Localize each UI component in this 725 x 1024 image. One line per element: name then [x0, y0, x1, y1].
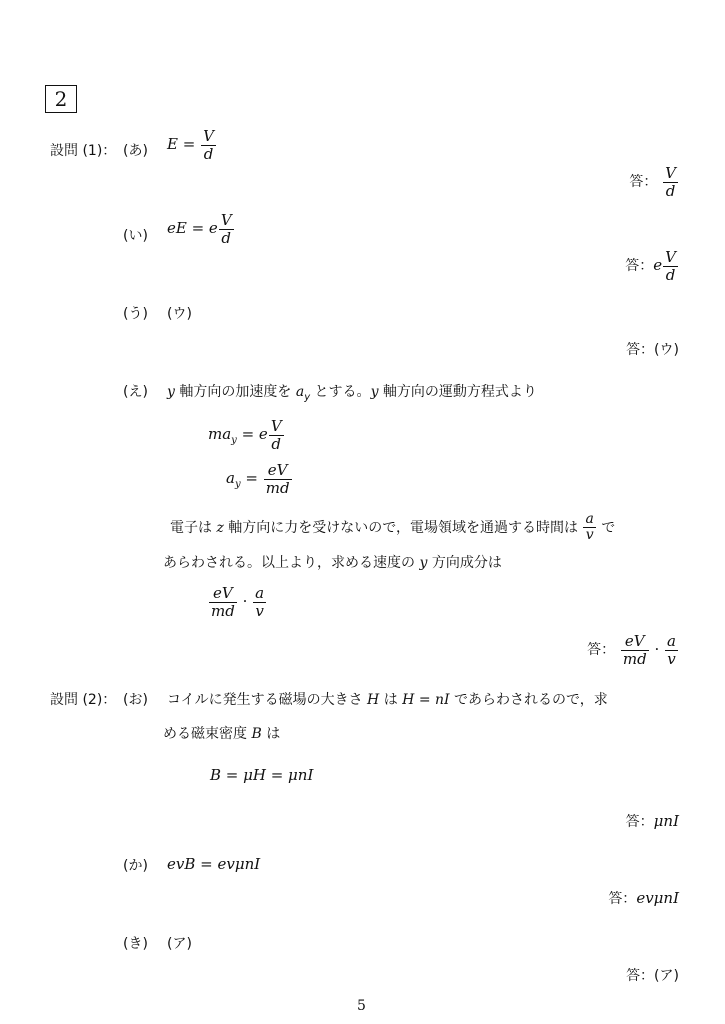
equation-acceleration: $a_y$ = $\frac{eV}{md}$	[226, 461, 290, 497]
item-u-text: (ウ)	[167, 306, 192, 322]
question-1-label: 設問 (1)：	[50, 143, 117, 159]
question-2-label: 設問 (2)：	[50, 692, 117, 708]
item-u-answer: 答：(ウ)	[626, 342, 679, 358]
item-e-intro: y 軸方向の加速度を $a_y$ とする。y 軸方向の運動方程式より	[167, 384, 537, 403]
item-i-label: (い)	[123, 228, 148, 244]
magnetic-flux-equation: B = μH = μnI	[210, 766, 314, 784]
item-o-answer: 答：μnI	[625, 812, 679, 830]
explanation-line-2: あらわされる。以上より，求める速度の y 方向成分は	[163, 555, 502, 571]
item-i-equation: eE = e $\frac{V}{d}$	[167, 211, 232, 247]
velocity-y-expression: $\frac{eV}{md}$ · $\frac{a}{v}$	[211, 584, 265, 620]
item-ka-answer: 答：evμnI	[608, 889, 679, 907]
item-a-answer: 答： $\frac{V}{d}$	[629, 164, 676, 200]
equation-motion: $ma_y = e$ $\frac{V}{d}$	[208, 417, 282, 453]
item-ka-label: (か)	[123, 858, 148, 874]
item-i-answer: 答：e $\frac{V}{d}$	[625, 248, 676, 284]
problem-number-box: 2	[45, 85, 77, 113]
item-ki-text: (ア)	[167, 936, 192, 952]
item-ka-equation: evB = evμnI	[167, 855, 261, 873]
item-e-answer: 答： $\frac{eV}{md}$ · $\frac{a}{v}$	[587, 632, 676, 668]
item-o-line-2: める磁束密度 B は	[163, 726, 281, 742]
item-u-label: (う)	[123, 306, 148, 322]
item-a-label: (あ)	[123, 143, 148, 159]
item-ki-label: (き)	[123, 936, 148, 952]
item-a-equation: E = $\frac{V}{d}$	[167, 127, 214, 163]
item-o-line-1: コイルに発生する磁場の大きさ H は H = nI であらわされるので，求	[167, 692, 608, 708]
item-e-label: (え)	[123, 384, 148, 400]
explanation-line-1: 電子は z 軸方向に力を受けないので，電場領域を通過する時間は $\frac{a}{v}$ で	[170, 511, 616, 544]
page-number: 5	[357, 998, 366, 1014]
item-o-label: (お)	[123, 692, 148, 708]
item-ki-answer: 答：(ア)	[626, 968, 679, 984]
